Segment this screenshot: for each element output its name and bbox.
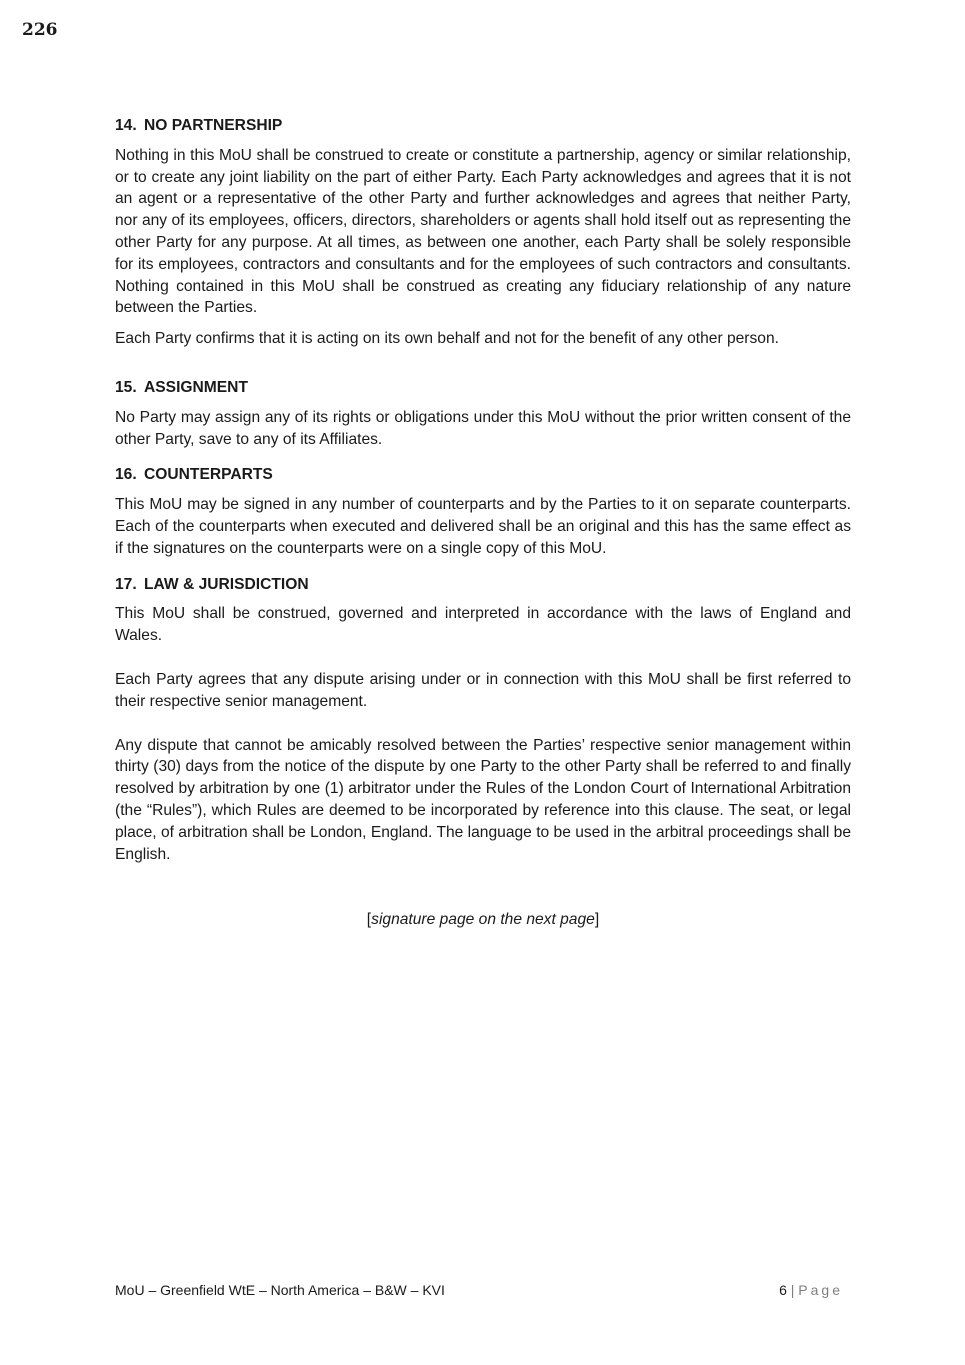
footer-document-title: MoU – Greenfield WtE – North America – B&W – KVI: [115, 1282, 445, 1298]
signature-note-text: signature page on the next page: [371, 911, 595, 929]
paragraph: This MoU shall be construed, governed and interpreted in accordance with the laws of England and Wales.: [115, 605, 851, 645]
signature-page-note: [115, 909, 851, 931]
paragraph: This MoU may be signed in any number of counterparts and by the Parties to it on separate counterparts. Each of the counterparts when executed and delivered shall be an original and this has the same effect as if the signatures on the counterparts were on a single copy of this MoU.: [115, 496, 851, 557]
section-16-heading: [115, 464, 851, 486]
bates-page-stamp: 226: [22, 20, 58, 40]
footer-page-indicator: [779, 1282, 843, 1298]
section-number: 14.: [115, 117, 137, 134]
section-15-heading: [115, 377, 851, 399]
section-title: NO PARTNERSHIP: [144, 117, 283, 134]
paragraph: Nothing in this MoU shall be construed to create or constitute a partnership, agency or similar relationship, or to create any joint liability on the part of either Party. Each Party acknowledges and agrees that it is not an agent or a representative of the other Party and further acknowledges and agrees that neither Party, nor any of its employees, officers, directors, shareholders or agents shall hold itself out as representing the other Party for any purpose. At all times, as between one another, each Party shall be solely responsible for its employees, contractors and consultants and for the employees of such contractors and consultants. Nothing contained in this MoU shall be construed as creating any fiduciary relationship of any nature between the Parties.: [115, 146, 851, 317]
paragraph: Any dispute that cannot be amicably resolved between the Parties’ respective senior management within thirty (30) days from the notice of the dispute by one Party to the other Party shall be referred to and finally resolved by arbitration by one (1) arbitrator under the Rules of the London Court of International Arbitration (the “Rules”), which Rules are deemed to be incorporated by reference into this clause. The seat, or legal place, of arbitration shall be London, England. The language to be used in the arbitral proceedings shall be English.: [115, 736, 851, 863]
paragraph: Each Party agrees that any dispute arising under or in connection with this MoU shall be first referred to their respective senior management.: [115, 670, 851, 710]
section-14-heading: [115, 115, 851, 137]
section-title: LAW & JURISDICTION: [144, 575, 309, 593]
bracket-open: [: [366, 911, 372, 929]
page-number: 6: [779, 1282, 787, 1298]
section-number: 16.: [115, 466, 137, 484]
paragraph: Each Party confirms that it is acting on its own behalf and not for the benefit of any other person.: [115, 330, 779, 348]
section-title: COUNTERPARTS: [144, 466, 273, 484]
paragraph: No Party may assign any of its rights or obligations under this MoU without the prior written consent of the other Party, save to any of its Affiliates.: [115, 408, 851, 448]
section-title: ASSIGNMENT: [144, 378, 248, 396]
document-body: [115, 115, 851, 931]
bracket-close: ]: [594, 911, 600, 929]
section-number: 15.: [115, 378, 137, 396]
section-17-heading: [115, 574, 851, 596]
page-separator: |: [786, 1282, 799, 1298]
section-number: 17.: [115, 575, 137, 593]
page-word: Page: [798, 1282, 843, 1298]
page-footer: [115, 1282, 843, 1298]
